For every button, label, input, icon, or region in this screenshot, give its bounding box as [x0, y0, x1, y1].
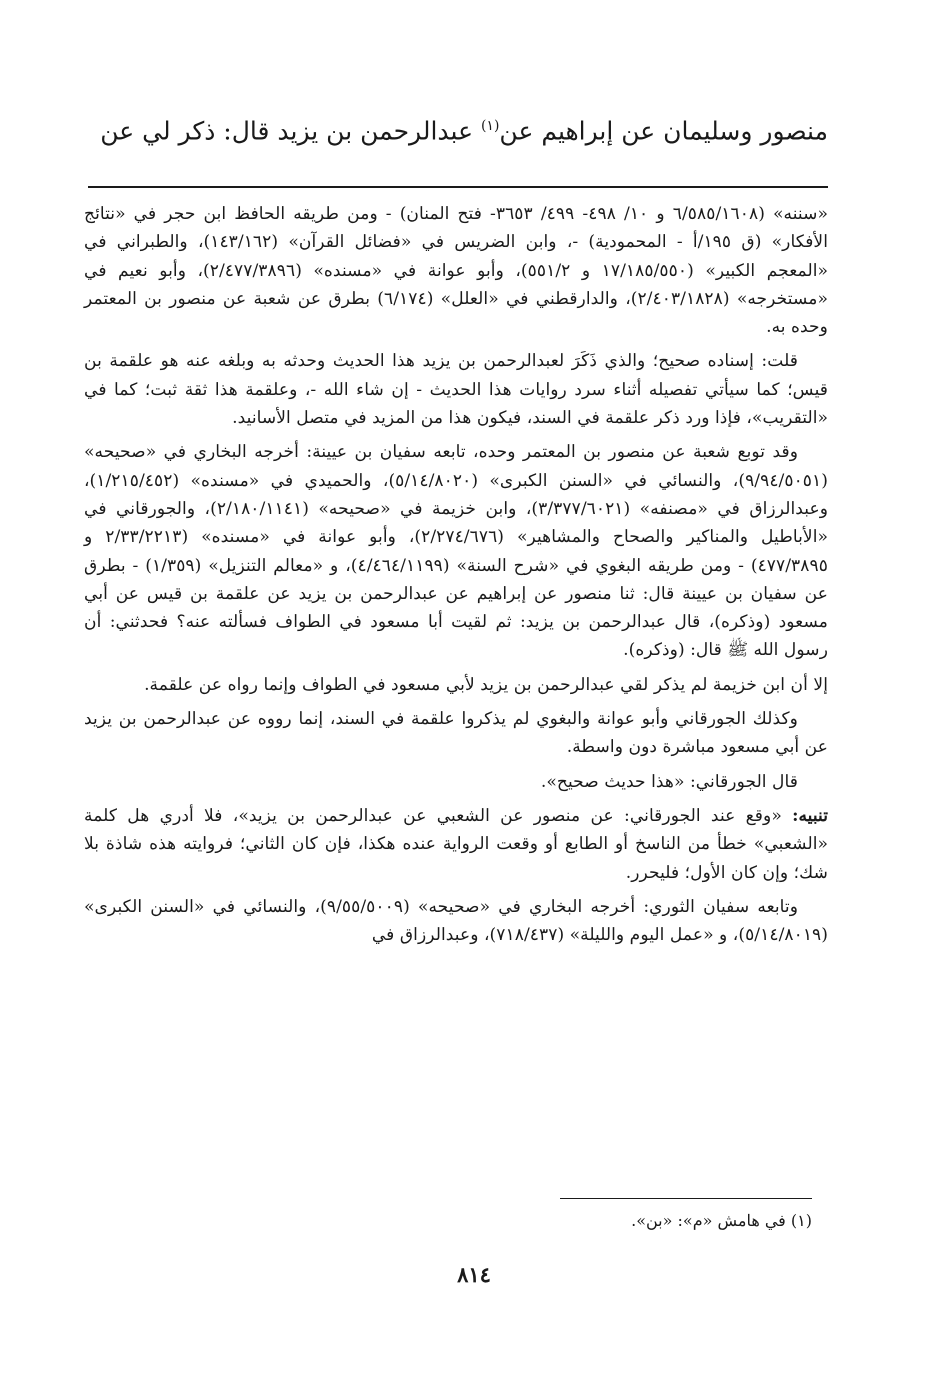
main-text-before-ref: منصور وسليمان عن إبراهيم عن: [499, 116, 828, 146]
commentary-paragraph: «سننه» (٦/٥٨٥/١٦٠٨ و ١٠/ ٤٩٨- ٤٩٩/ ٣٦٥٣- فتح المنان) - ومن طريقه الحافظ ابن حجر في «نتائج الأفكار» (ق ١٩٥/أ - المحمودية) -، وابن الضريس في «فضائل القرآن» (١٤٣/١٦٢)، والطبراني في «المعجم الكبير» (١٧/١٨٥/٥٥٠ و ٥٥١/٢)، وأبو عوانة في «مسنده» (٢/٤٧٧/٣٨٩٦)، وأبو نعيم في «مستخرجه» (٢/٤٠٣/١٨٢٨)، والدارقطني في «العلل» (٦/١٧٤) بطرق عن شعبة عن منصور بن المعتمر وحده به.: [84, 204, 829, 338]
main-text-line: [88, 108, 828, 149]
commentary-paragraph: قال الجورقاني: «هذا حديث صحيح».: [540, 771, 798, 792]
footnote-separator-rule: [560, 1198, 812, 1199]
tanbih-label: تنبيه:: [792, 805, 828, 826]
page-number: ٨١٤: [457, 1262, 491, 1287]
commentary-paragraph: وكذلك الجورقاني وأبو عوانة والبغوي لم يذكروا علقمة في السند، إنما رووه عن عبدالرحمن بن يزيد عن أبي مسعود مباشرة دون واسطة.: [84, 709, 828, 758]
main-text-after-ref: عبدالرحمن بن يزيد قال: ذكر لي عن: [100, 116, 481, 146]
commentary-block: [84, 200, 828, 955]
tanbih-paragraph: [84, 802, 828, 887]
footnote-reference-marker: (١): [480, 118, 500, 134]
tanbih-text: «وقع عند الجورقاني: عن منصور عن الشعبي عن عبدالرحمن بن يزيد»، فلا أدري هل كلمة «الشعبي» خطأ من الناسخ أو الطابع أو وقعت الرواية عنده هكذا، فإن كان الثاني؛ فروايته هذه شاذة بلا شك؛ وإن كان الأول؛ فليحرر.: [84, 805, 828, 883]
commentary-paragraph: إلا أن ابن خزيمة لم يذكر لقي عبدالرحمن بن يزيد لأبي مسعود في الطواف وإنما رواه عن علقمة.: [144, 674, 828, 695]
commentary-paragraph: وقد توبع شعبة عن منصور بن المعتمر وحده، تابعه سفيان بن عيينة: أخرجه البخاري في «صحيحه» (٩/٩٤/٥٠٥١)، والنسائي في «السنن الكبرى» (٥/١٤/٨٠٢٠)، والحميدي في «مسنده» (١/٢١٥/٤٥٢)، وعبدالرزاق في «مصنفه» (٣/٣٧٧/٦٠٢١)، وابن خزيمة في «صحيحه» (٢/١٨٠/١١٤١)، والجورقاني في «الأباطيل والمناكير والصحاح والمشاهير» (٢/٢٧٤/٦٧٦)، وأبو عوانة في «مسنده» (٢/٣٣/٢٢١٣ و ٤٧٧/٣٨٩٥) - ومن طريقه البغوي في «شرح السنة» (٤/٤٦٤/١١٩٩)، و «معالم التنزيل» (١/٣٥٩) - بطرق عن سفيان بن عيينة قال: ثنا منصور عن إبراهيم عن عبدالرحمن بن يزيد عن علقمة بن قيس عن أبي مسعود (وذكره)، قال عبدالرحمن بن يزيد: ثم لقيت أبا مسعود في الطواف فسألته عنه؟ فحدثني: أن رسول الله ﷺ قال: (وذكره).: [84, 442, 828, 661]
commentary-paragraph: وتابعه سفيان الثوري: أخرجه البخاري في «صحيحه» (٩/٥٥/٥٠٠٩)، والنسائي في «السنن الكبرى» (٥/١٤/٨٠١٩)، و «عمل اليوم والليلة» (٧١٨/٤٣٧)، وعبدالرزاق في: [84, 896, 828, 946]
footnote: (١) في هامش «م»: «بن».: [631, 1211, 812, 1230]
main-text-separator-rule: [88, 186, 828, 188]
commentary-paragraph: قلت: إسناده صحيح؛ والذي ذَكَرَ لعبدالرحمن بن يزيد هذا الحديث وحدثه به وبلغه عنه هو علقمة بن قيس؛ كما سيأتي تفصيله أثناء سرد روايات هذا الحديث - إن شاء الله -، وعلقمة هذا ثقة ثبت؛ كما في «التقريب»، فإذا ورد ذكر علقمة في السند، فيكون هذا من المزيد في متصل الأسانيد.: [84, 351, 828, 429]
